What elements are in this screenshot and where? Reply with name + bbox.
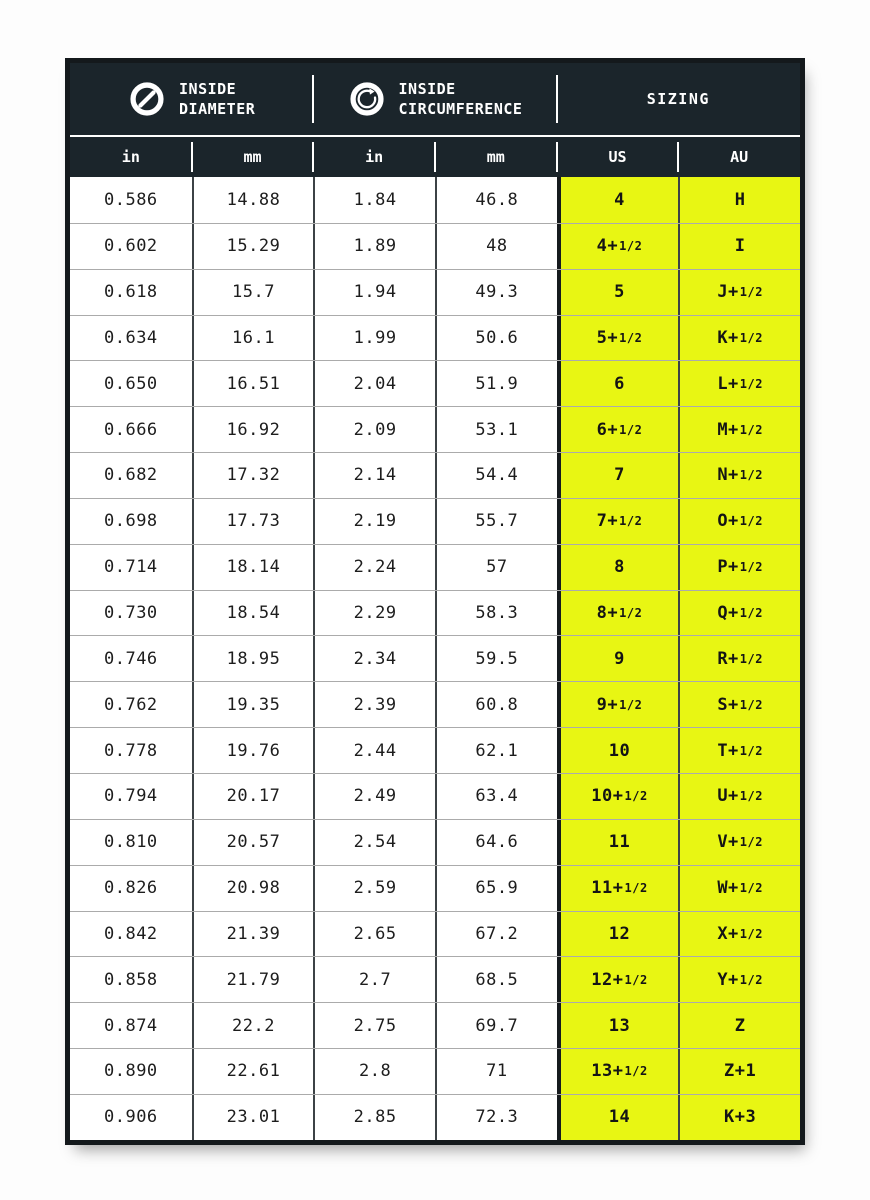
circumference-mm-cell: 68.5 [435,957,557,1002]
circumference-mm-cell: 48 [435,224,557,269]
half-fraction: 1/2 [739,376,763,391]
circumference-in-cell: 2.85 [313,1095,435,1140]
circumference-in-cell: 2.04 [313,361,435,406]
table-row [70,1002,800,1048]
group-inside-diameter [70,63,313,135]
circumference-mm-cell: 69.7 [435,1003,557,1048]
diameter-mm-cell: 17.32 [192,453,314,498]
table-row [70,269,800,315]
circumference-mm-cell: 65.9 [435,866,557,911]
au-size-cell: P+ 1/2 [678,545,800,590]
half-fraction: 1/2 [739,560,763,575]
half-fraction: 1/2 [739,835,763,850]
circumference-mm-cell: 63.4 [435,774,557,819]
circumference-in-cell: 2.44 [313,728,435,773]
diameter-icon [128,80,166,118]
table-row [70,177,800,223]
table-row [70,498,800,544]
us-size-cell: 13+ 1/2 [557,1049,679,1094]
us-size-cell: 7 [557,453,679,498]
diameter-mm-cell: 22.2 [192,1003,314,1048]
diameter-in-cell: 0.810 [70,820,192,865]
au-size-cell: H [678,177,800,223]
au-size-cell: J+ 1/2 [678,270,800,315]
us-size-cell: 11+ 1/2 [557,866,679,911]
diameter-in-cell: 0.634 [70,316,192,361]
diameter-in-cell: 0.842 [70,912,192,957]
table-subheader [70,137,800,177]
au-size-cell: R+ 1/2 [678,636,800,681]
diameter-in-cell: 0.602 [70,224,192,269]
us-size-cell: 11 [557,820,679,865]
circumference-mm-cell: 57 [435,545,557,590]
half-fraction: 1/2 [739,606,763,621]
us-size-cell: 10 [557,728,679,773]
group-inside-circumference [313,63,556,135]
ring-size-chart [65,58,805,1145]
group-label-line1: INSIDE [179,79,237,98]
diameter-mm-cell: 15.7 [192,270,314,315]
circumference-in-cell: 1.84 [313,177,435,223]
half-fraction: 1/2 [619,239,643,254]
half-fraction: 1/2 [739,422,763,437]
group-label-line2: DIAMETER [179,100,256,118]
au-size-cell: Z [678,1003,800,1048]
us-size-cell: 4+ 1/2 [557,224,679,269]
subheader-circumference-mm: mm [435,137,557,177]
diameter-mm-cell: 16.51 [192,361,314,406]
circumference-in-cell: 2.09 [313,407,435,452]
diameter-mm-cell: 23.01 [192,1095,314,1140]
group-label [179,79,255,120]
diameter-in-cell: 0.586 [70,177,192,223]
half-fraction: 1/2 [619,330,643,345]
table-row [70,681,800,727]
half-fraction: 1/2 [624,789,648,804]
table-row [70,406,800,452]
circumference-icon [348,80,386,118]
circumference-mm-cell: 64.6 [435,820,557,865]
us-size-cell: 4 [557,177,679,223]
au-size-cell: K+ 1/2 [678,316,800,361]
diameter-mm-cell: 18.95 [192,636,314,681]
diameter-mm-cell: 19.76 [192,728,314,773]
half-fraction: 1/2 [624,1064,648,1079]
us-size-cell: 12 [557,912,679,957]
half-fraction: 1/2 [619,606,643,621]
table-row [70,911,800,957]
diameter-mm-cell: 16.92 [192,407,314,452]
subheader-diameter-mm: mm [192,137,314,177]
circumference-in-cell: 2.39 [313,682,435,727]
circumference-mm-cell: 72.3 [435,1095,557,1140]
circumference-mm-cell: 53.1 [435,407,557,452]
diameter-in-cell: 0.730 [70,591,192,636]
table-row [70,1048,800,1094]
table-row [70,590,800,636]
us-size-cell: 6+ 1/2 [557,407,679,452]
half-fraction: 1/2 [624,881,648,896]
table-row [70,452,800,498]
circumference-in-cell: 2.29 [313,591,435,636]
circumference-in-cell: 1.94 [313,270,435,315]
subheader-us: US [557,137,679,177]
table-row [70,956,800,1002]
circumference-in-cell: 2.65 [313,912,435,957]
table-row [70,635,800,681]
table-row [70,360,800,406]
half-fraction: 1/2 [739,926,763,941]
diameter-in-cell: 0.714 [70,545,192,590]
circumference-in-cell: 2.19 [313,499,435,544]
au-size-cell: Z+1 [678,1049,800,1094]
diameter-mm-cell: 21.39 [192,912,314,957]
circumference-in-cell: 2.49 [313,774,435,819]
circumference-mm-cell: 46.8 [435,177,557,223]
au-size-cell: X+ 1/2 [678,912,800,957]
diameter-in-cell: 0.698 [70,499,192,544]
table-row [70,544,800,590]
au-size-cell: N+ 1/2 [678,453,800,498]
half-fraction: 1/2 [739,330,763,345]
half-fraction: 1/2 [739,881,763,896]
au-size-cell: M+ 1/2 [678,407,800,452]
us-size-cell: 12+ 1/2 [557,957,679,1002]
diameter-in-cell: 0.890 [70,1049,192,1094]
diameter-in-cell: 0.650 [70,361,192,406]
half-fraction: 1/2 [739,972,763,987]
half-fraction: 1/2 [619,514,643,529]
diameter-in-cell: 0.762 [70,682,192,727]
us-size-cell: 7+ 1/2 [557,499,679,544]
half-fraction: 1/2 [739,743,763,758]
circumference-mm-cell: 67.2 [435,912,557,957]
circumference-in-cell: 2.7 [313,957,435,1002]
table-row [70,315,800,361]
circumference-in-cell: 1.89 [313,224,435,269]
circumference-mm-cell: 71 [435,1049,557,1094]
circumference-mm-cell: 59.5 [435,636,557,681]
circumference-in-cell: 2.8 [313,1049,435,1094]
circumference-in-cell: 1.99 [313,316,435,361]
half-fraction: 1/2 [739,697,763,712]
subheader-au: AU [678,137,800,177]
table-row [70,819,800,865]
subheader-circumference-in: in [313,137,435,177]
circumference-in-cell: 2.59 [313,866,435,911]
diameter-in-cell: 0.618 [70,270,192,315]
diameter-mm-cell: 20.57 [192,820,314,865]
diameter-mm-cell: 14.88 [192,177,314,223]
table-row [70,727,800,773]
diameter-in-cell: 0.826 [70,866,192,911]
circumference-in-cell: 2.14 [313,453,435,498]
circumference-in-cell: 2.24 [313,545,435,590]
circumference-mm-cell: 55.7 [435,499,557,544]
diameter-mm-cell: 21.79 [192,957,314,1002]
circumference-in-cell: 2.54 [313,820,435,865]
diameter-mm-cell: 18.14 [192,545,314,590]
diameter-in-cell: 0.666 [70,407,192,452]
sizing-label: SIZING [646,90,710,108]
au-size-cell: Q+ 1/2 [678,591,800,636]
diameter-in-cell: 0.794 [70,774,192,819]
half-fraction: 1/2 [624,972,648,987]
us-size-cell: 9 [557,636,679,681]
us-size-cell: 6 [557,361,679,406]
table-body [70,177,800,1140]
diameter-in-cell: 0.746 [70,636,192,681]
diameter-mm-cell: 22.61 [192,1049,314,1094]
group-label-line2: CIRCUMFERENCE [398,100,523,118]
diameter-mm-cell: 20.17 [192,774,314,819]
half-fraction: 1/2 [739,285,763,300]
au-size-cell: U+ 1/2 [678,774,800,819]
us-size-cell: 5+ 1/2 [557,316,679,361]
au-size-cell: O+ 1/2 [678,499,800,544]
us-size-cell: 8+ 1/2 [557,591,679,636]
circumference-in-cell: 2.34 [313,636,435,681]
group-label-line1: INSIDE [398,79,456,98]
half-fraction: 1/2 [739,468,763,483]
table-row [70,773,800,819]
au-size-cell: K+3 [678,1095,800,1140]
diameter-mm-cell: 17.73 [192,499,314,544]
us-size-cell: 9+ 1/2 [557,682,679,727]
group-label [399,79,523,120]
diameter-mm-cell: 19.35 [192,682,314,727]
au-size-cell: Y+ 1/2 [678,957,800,1002]
au-size-cell: S+ 1/2 [678,682,800,727]
diameter-mm-cell: 15.29 [192,224,314,269]
table-group-header [70,63,800,135]
table-row [70,223,800,269]
half-fraction: 1/2 [619,422,643,437]
us-size-cell: 13 [557,1003,679,1048]
circumference-mm-cell: 58.3 [435,591,557,636]
diameter-in-cell: 0.778 [70,728,192,773]
half-fraction: 1/2 [739,514,763,529]
diameter-mm-cell: 20.98 [192,866,314,911]
au-size-cell: W+ 1/2 [678,866,800,911]
subheader-diameter-in: in [121,148,140,166]
half-fraction: 1/2 [739,789,763,804]
circumference-mm-cell: 62.1 [435,728,557,773]
us-size-cell: 8 [557,545,679,590]
diameter-in-cell: 0.874 [70,1003,192,1048]
circumference-mm-cell: 50.6 [435,316,557,361]
diameter-in-cell: 0.906 [70,1095,192,1140]
circumference-mm-cell: 54.4 [435,453,557,498]
group-sizing [557,63,800,135]
us-size-cell: 10+ 1/2 [557,774,679,819]
circumference-mm-cell: 51.9 [435,361,557,406]
us-size-cell: 5 [557,270,679,315]
half-fraction: 1/2 [739,651,763,666]
diameter-mm-cell: 16.1 [192,316,314,361]
au-size-cell: I [678,224,800,269]
au-size-cell: T+ 1/2 [678,728,800,773]
diameter-in-cell: 0.682 [70,453,192,498]
table-row [70,1094,800,1140]
au-size-cell: V+ 1/2 [678,820,800,865]
au-size-cell: L+ 1/2 [678,361,800,406]
table-row [70,865,800,911]
circumference-mm-cell: 49.3 [435,270,557,315]
circumference-mm-cell: 60.8 [435,682,557,727]
diameter-mm-cell: 18.54 [192,591,314,636]
circumference-in-cell: 2.75 [313,1003,435,1048]
half-fraction: 1/2 [619,697,643,712]
diameter-in-cell: 0.858 [70,957,192,1002]
us-size-cell: 14 [557,1095,679,1140]
